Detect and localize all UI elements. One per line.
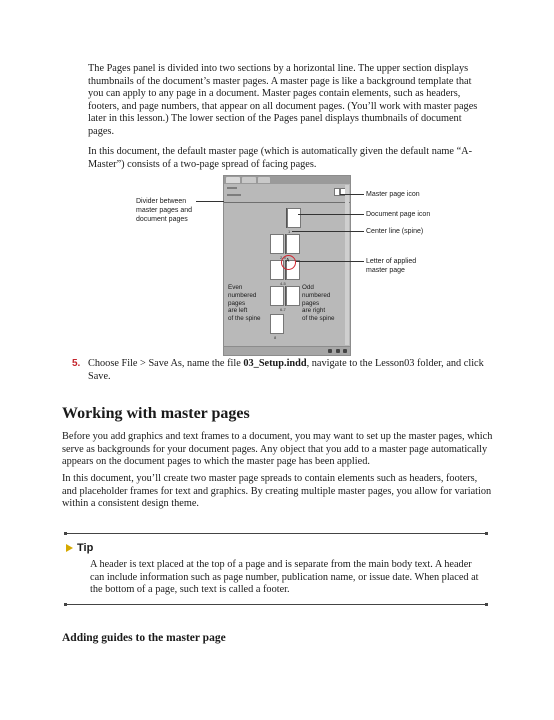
tip-box [64, 533, 488, 606]
tip-bottom-rule [64, 604, 488, 605]
intro-paragraph-1: The Pages panel is divided into two sections by a horizontal line. The upper section displays thumbnails of the document’s master pages. A master page is like a background template that you can apply to any page in a document. Master pages contain elements, such as headers, footers, and page numbers, that appear on all document pages. (You’ll work with master pages later in this lesson.) The lower section of the Pages panel displays thumbnails of document pages. [88, 63, 478, 137]
step-filename: 03_Setup.indd [243, 358, 307, 369]
panel-divider-line [224, 202, 350, 203]
document-page-thumbnail [287, 208, 301, 228]
subsection-heading: Adding guides to the master page [62, 632, 226, 644]
section-paragraph-1: Before you add graphics and text frames to a document, you may want to set up the master pages, which serve as backgrounds for your document pages. Any object that you add to a master page automatically appears on the document pages to which the master page has been applied. [62, 431, 493, 468]
callout-divider: Divider between master pages and document pages [136, 198, 193, 223]
panel-status-bar [224, 346, 350, 355]
even-pages-label: Even numbered pages are left of the spine [228, 284, 261, 323]
panel-options-icon [343, 349, 347, 353]
callout-letter: Letter of applied master page [366, 258, 417, 274]
tip-top-rule [64, 533, 488, 534]
step-number: 5. [72, 358, 81, 369]
odd-pages-label: Odd numbered pages are right of the spine [302, 284, 335, 323]
new-page-icon [328, 349, 332, 353]
delete-page-icon [336, 349, 340, 353]
section-paragraph-2: In this document, you’ll create two master page spreads to contain elements such as headers, footers, and placeholder frames for text and graphics. By creating multiple master pages, you allow for variation within a consistent design theme. [62, 473, 492, 510]
tip-heading: Tip [77, 542, 94, 554]
panel-scrollbar [345, 185, 349, 345]
step-text: Choose File > Save As, name the file 03_Setup.indd, navigate to the Lesson03 folder, and click Save. [88, 358, 484, 382]
intro-paragraph-2: In this document, the default master page (which is automatically given the default name “A-Master”) consists of a two-page spread of facing pages. [88, 146, 473, 170]
panel-tab-bar [224, 176, 350, 184]
callout-center-line: Center line (spine) [366, 228, 424, 235]
spine-line [286, 208, 287, 228]
section-heading: Working with master pages [62, 405, 250, 422]
callout-master-icon: Master page icon [366, 191, 420, 198]
tip-text: A header is text placed at the top of a page and is separate from the main body text. A header can include information such as page number, publication name, or issue date. When placed at the bottom of a page, such text is called a footer. [90, 559, 479, 596]
pages-panel-figure: 1 2-3 4-5 6-7 8 A Even numbered pages are left of the spine Odd numbered pages are right of the spine [223, 175, 351, 356]
callout-document-icon: Document page icon [366, 211, 431, 218]
